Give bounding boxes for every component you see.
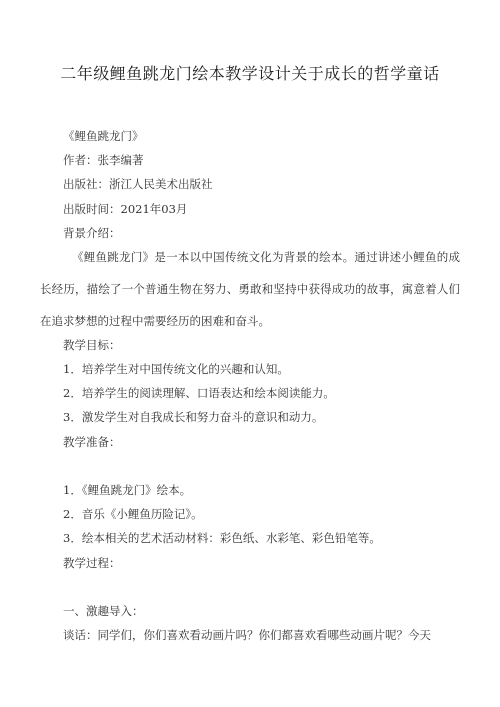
goals-heading: 教学目标： <box>63 338 121 352</box>
prep-item: 1．《鲤鱼跳龙门》绘本。 <box>63 483 192 497</box>
goal-item: 2．培养学生的阅读理解、口语表达和绘本阅读能力。 <box>63 386 335 400</box>
process-heading: 教学过程： <box>63 556 121 570</box>
publish-time-line: 出版时间：2021年03月 <box>63 202 188 216</box>
prep-item: 2．音乐《小鲤鱼历险记》。 <box>63 507 203 521</box>
publisher-line: 出版社：浙江人民美术出版社 <box>63 177 213 191</box>
goal-item: 3．激发学生对自我成长和努力奋斗的意识和动力。 <box>63 410 324 424</box>
book-title: 《鲤鱼跳龙门》 <box>63 129 144 143</box>
author-line: 作者：张李编著 <box>63 153 144 167</box>
background-paragraph: 《鲤鱼跳龙门》是一本以中国传统文化为背景的绘本。通过讲述小鲤鱼的成长经历，描绘了一个普通生物在努力、勇敢和坚持中获得成功的故事，寓意着人们在追求梦想的过程中需要经历的困难和奋斗。 <box>40 250 460 328</box>
background-heading: 背景介绍： <box>63 226 121 240</box>
prep-item: 3．绘本相关的艺术活动材料：彩色纸、水彩笔、彩色铅笔等。 <box>63 531 381 545</box>
prep-heading: 教学准备： <box>63 435 121 449</box>
document-title: 二年级鲤鱼跳龙门绘本教学设计关于成长的哲学童话 <box>60 64 440 83</box>
step-text: 谈话：同学们，你们喜欢看动画片吗？你们都喜欢看哪些动画片呢？今天 <box>63 628 431 642</box>
goal-item: 1．培养学生对中国传统文化的兴趣和认知。 <box>63 362 289 376</box>
step-heading: 一、激趣导入： <box>63 604 144 618</box>
